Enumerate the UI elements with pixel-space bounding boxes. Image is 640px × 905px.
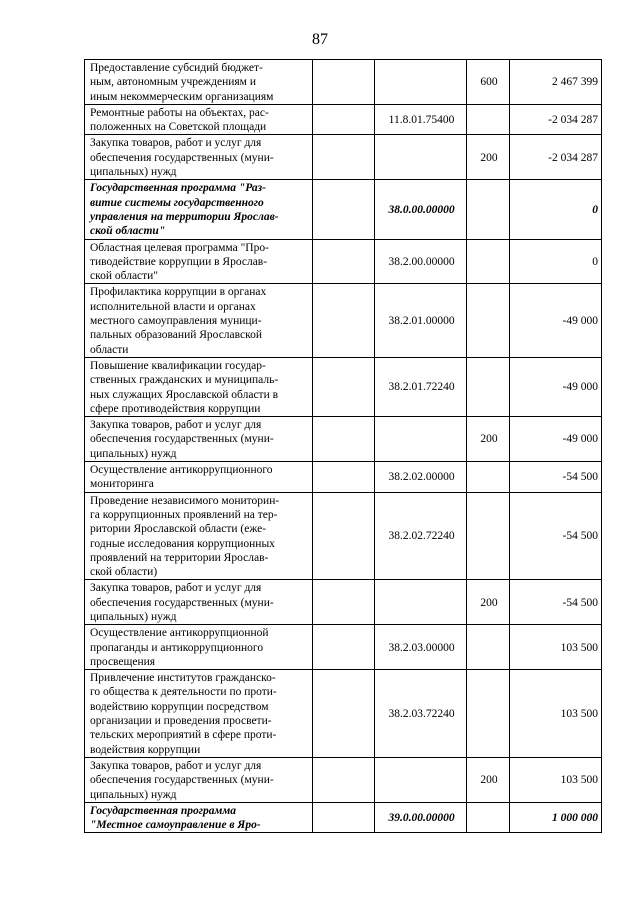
target-code-cell: 38.2.00.00000 [375,239,467,284]
amount-cell: -2 034 287 [510,135,602,180]
empty-cell [313,239,375,284]
item-name-line: водействия коррупции [90,743,201,756]
amount-cell: -54 500 [510,492,602,580]
budget-table-body [85,60,602,833]
amount-cell: -49 000 [510,417,602,462]
item-name-line: просвещения [90,655,156,668]
item-name-line: обеспечения государственных (муни- [90,596,274,609]
item-name-line: обеспечения государственных (муни- [90,774,274,787]
table-row [85,625,602,670]
expense-type-cell [467,104,510,135]
amount-cell: 2 467 399 [510,60,602,105]
item-name-line: Закупка товаров, работ и услуг для [90,582,262,595]
target-code-cell [375,580,467,625]
target-code-cell [375,757,467,802]
expense-type-cell [467,357,510,416]
empty-cell [313,802,375,833]
item-name-line: ципальных) нужд [90,610,177,623]
expense-type-cell [467,462,510,493]
item-name-cell [85,180,313,239]
empty-cell [313,180,375,239]
amount-cell: -2 034 287 [510,104,602,135]
item-name-line: организации и проведения просвети- [90,715,272,728]
expense-type-cell: 200 [467,757,510,802]
item-name-line: ритории Ярославской области (еже- [90,523,267,536]
item-name-line: Закупка товаров, работ и услуг для [90,419,262,432]
empty-cell [313,580,375,625]
item-name-cell [85,104,313,135]
item-name-cell [85,492,313,580]
item-name-line: иным некоммерческим организациям [90,90,274,103]
target-code-cell: 38.2.03.72240 [375,670,467,758]
item-name-line: ципальных) нужд [90,788,177,801]
expense-type-cell [467,180,510,239]
item-name-line: тельских мероприятий в сфере проти- [90,729,277,742]
item-name-line: Государственная программа [90,804,237,817]
item-name-line: Осуществление антикоррупционного [90,464,273,477]
item-name-line: ципальных) нужд [90,447,177,460]
empty-cell [313,417,375,462]
item-name-line: Осуществление антикоррупционной [90,627,269,640]
item-name-line: го общества к деятельности по проти- [90,686,277,699]
item-name-line: управления на территории Ярослав- [90,210,279,223]
target-code-cell: 38.2.03.00000 [375,625,467,670]
amount-cell: 103 500 [510,625,602,670]
item-name-line: ственных гражданских и муниципаль- [90,374,279,387]
empty-cell [313,492,375,580]
amount-cell: -54 500 [510,462,602,493]
target-code-cell: 38.2.01.72240 [375,357,467,416]
table-row [85,180,602,239]
item-name-line: мониторинга [90,478,154,491]
expense-type-cell: 200 [467,417,510,462]
item-name-line: ципальных) нужд [90,166,177,179]
item-name-cell [85,802,313,833]
item-name-line: га коррупционных проявлений на тер- [90,508,278,521]
item-name-line: обеспечения государственных (муни- [90,433,274,446]
empty-cell [313,625,375,670]
item-name-line: Государственная программа "Раз- [90,182,266,195]
empty-cell [313,462,375,493]
item-name-line: ных служащих Ярославской области в [90,388,279,401]
item-name-line: проявлений на территории Ярослав- [90,551,269,564]
amount-cell: 1 000 000 [510,802,602,833]
item-name-cell [85,60,313,105]
target-code-cell: 11.8.01.75400 [375,104,467,135]
item-name-cell [85,357,313,416]
item-name-line: области [90,343,129,356]
item-name-line: пропаганды и антикоррупционного [90,641,264,654]
expense-type-cell [467,670,510,758]
amount-cell: 103 500 [510,670,602,758]
item-name-line: Закупка товаров, работ и услуг для [90,759,262,772]
empty-cell [313,284,375,357]
empty-cell [313,135,375,180]
empty-cell [313,357,375,416]
empty-cell [313,757,375,802]
table-row [85,802,602,833]
item-name-cell [85,135,313,180]
item-name-cell [85,580,313,625]
target-code-cell: 38.2.01.00000 [375,284,467,357]
table-row [85,757,602,802]
table-row [85,239,602,284]
item-name-line: пальных образований Ярославской [90,329,263,342]
amount-cell: -54 500 [510,580,602,625]
target-code-cell [375,135,467,180]
table-row [85,417,602,462]
item-name-line: Ремонтные работы на объектах, рас- [90,106,269,119]
item-name-cell [85,670,313,758]
item-name-cell [85,239,313,284]
amount-cell: 103 500 [510,757,602,802]
target-code-cell: 39.0.00.00000 [375,802,467,833]
amount-cell: -49 000 [510,357,602,416]
item-name-line: тиводействие коррупции в Ярослав- [90,255,268,268]
item-name-line: местного самоуправления муници- [90,315,262,328]
budget-table [84,59,602,833]
amount-cell: 0 [510,239,602,284]
item-name-line: сфере противодействия коррупции [90,402,261,415]
expense-type-cell [467,492,510,580]
item-name-line: водействию коррупции посредством [90,700,269,713]
empty-cell [313,670,375,758]
table-row [85,580,602,625]
expense-type-cell [467,239,510,284]
expense-type-cell: 200 [467,580,510,625]
table-row [85,670,602,758]
table-row [85,60,602,105]
target-code-cell: 38.2.02.72240 [375,492,467,580]
item-name-line: исполнительной власти и органах [90,300,256,313]
table-row [85,357,602,416]
amount-cell: -49 000 [510,284,602,357]
item-name-cell [85,757,313,802]
expense-type-cell [467,625,510,670]
item-name-line: Повышение квалификации государ- [90,359,266,372]
item-name-line: годные исследования коррупционных [90,537,275,550]
item-name-line: ным, автономным учреждениям и [90,76,256,89]
expense-type-cell: 600 [467,60,510,105]
item-name-line: "Местное самоуправление в Яро- [90,819,261,832]
target-code-cell: 38.0.00.00000 [375,180,467,239]
target-code-cell [375,60,467,105]
item-name-line: Закупка товаров, работ и услуг для [90,137,262,150]
item-name-line: Профилактика коррупции в органах [90,286,267,299]
table-row [85,492,602,580]
item-name-cell [85,417,313,462]
table-row [85,462,602,493]
item-name-line: ской области" [90,270,159,283]
expense-type-cell [467,802,510,833]
expense-type-cell [467,284,510,357]
item-name-line: ской области) [90,566,158,579]
item-name-line: положенных на Советской площади [90,121,267,134]
target-code-cell: 38.2.02.00000 [375,462,467,493]
item-name-cell [85,284,313,357]
item-name-line: обеспечения государственных (муни- [90,151,274,164]
table-row [85,104,602,135]
item-name-line: витие системы государственного [90,196,264,209]
empty-cell [313,104,375,135]
expense-type-cell: 200 [467,135,510,180]
table-row [85,135,602,180]
amount-cell: 0 [510,180,602,239]
item-name-line: Предоставление субсидий бюджет- [90,62,263,74]
item-name-line: Привлечение институтов гражданско- [90,672,276,685]
item-name-line: Областная целевая программа "Про- [90,241,269,254]
item-name-cell [85,462,313,493]
item-name-cell [85,625,313,670]
item-name-line: Проведение независимого мониторин- [90,494,280,507]
item-name-line: ской области" [90,225,166,238]
empty-cell [313,60,375,105]
table-row [85,284,602,357]
page-number: 87 [312,31,328,48]
target-code-cell [375,417,467,462]
